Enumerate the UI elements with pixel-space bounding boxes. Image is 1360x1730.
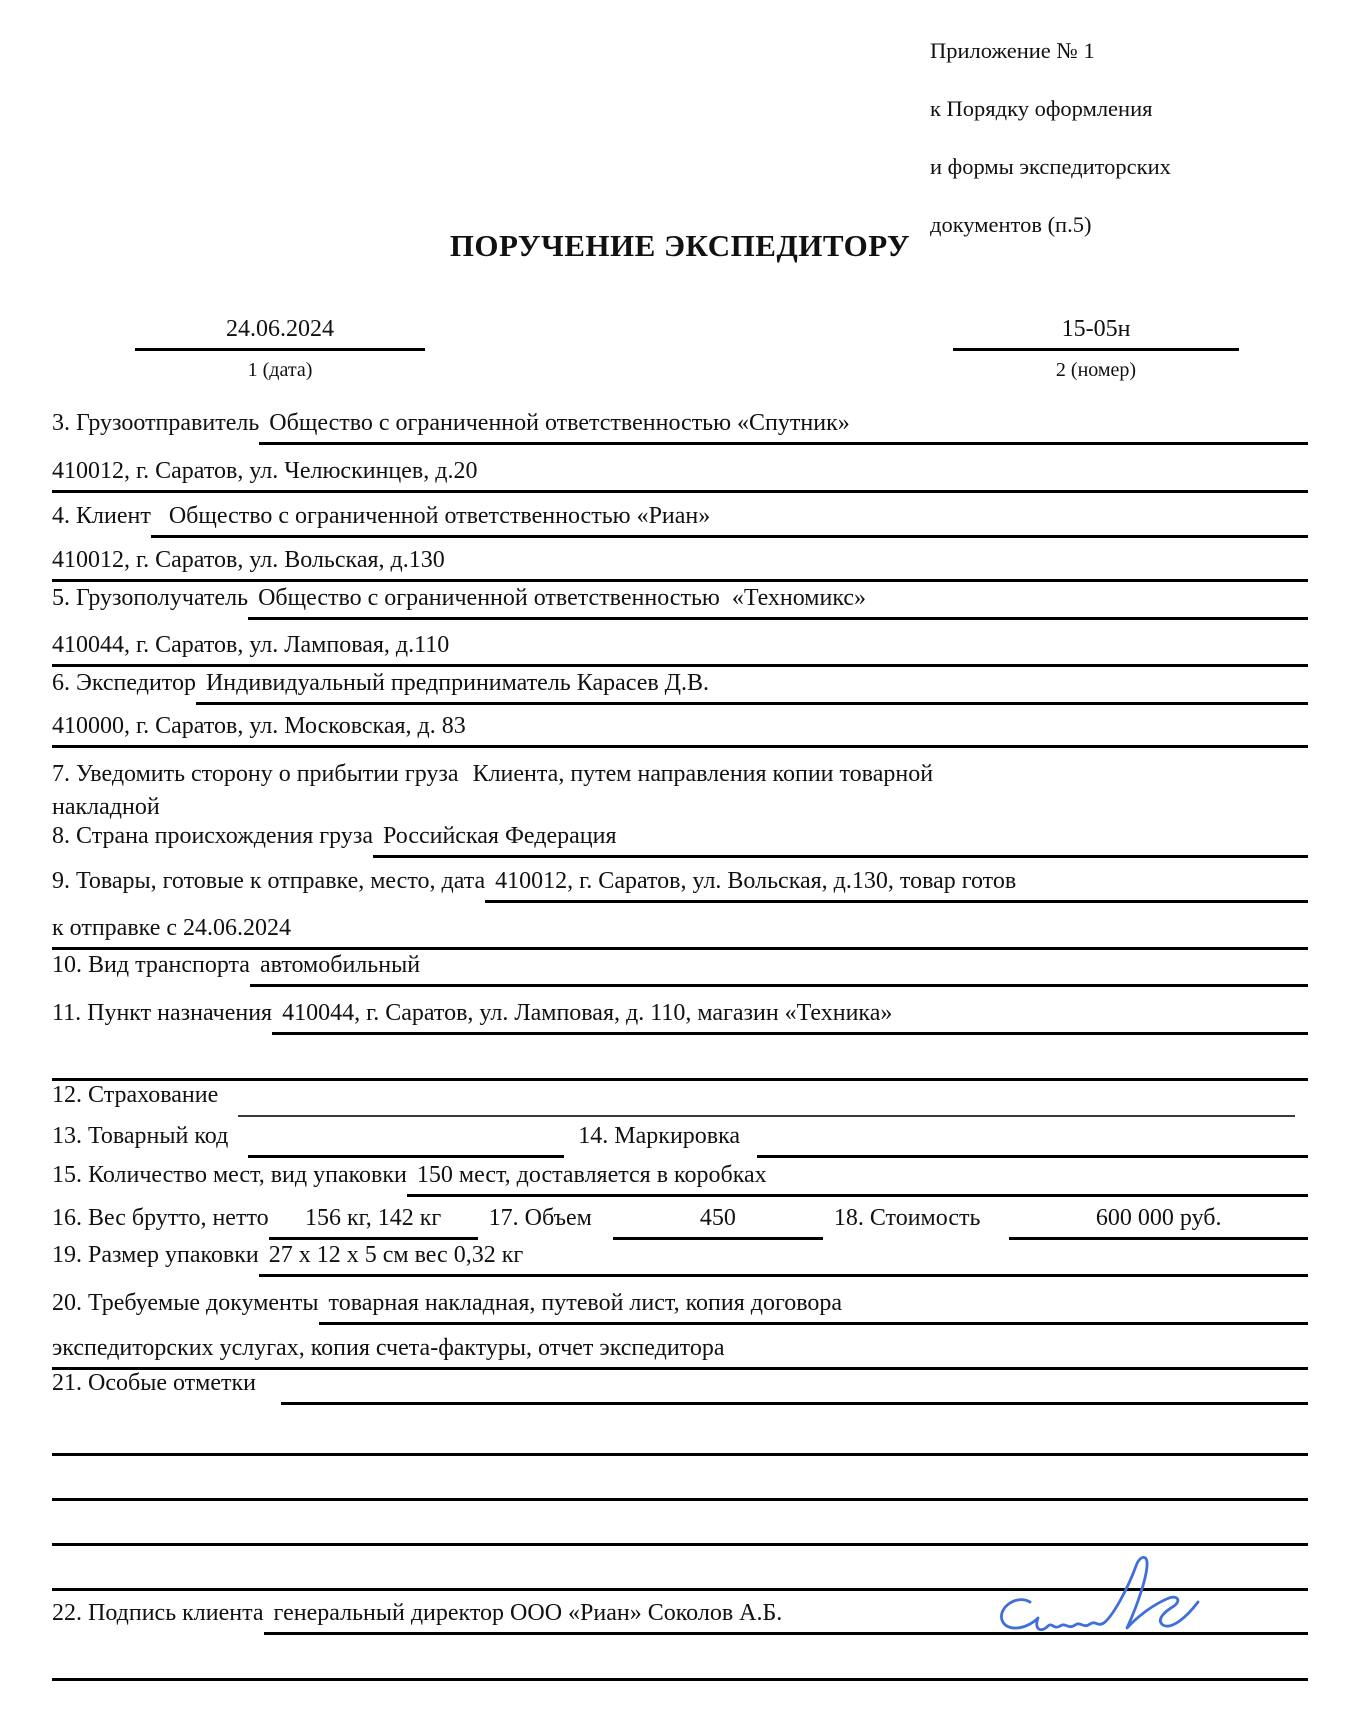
field-label: 16. Вес брутто, нетто xyxy=(52,1205,269,1231)
field-label: 20. Требуемые документы xyxy=(52,1290,319,1316)
appendix-note-line: документов (п.5) xyxy=(930,212,1092,237)
field-destination xyxy=(52,993,1308,1035)
appendix-note-line: и формы экспедиторских xyxy=(930,154,1171,179)
field-value: 410012, г. Саратов, ул. Вольская, д.130 xyxy=(52,545,1308,582)
field-transport xyxy=(52,945,1308,987)
field-label: 15. Количество мест, вид упаковки xyxy=(52,1162,407,1188)
field-value: Общество с ограниченной ответственностью «Техномикс» xyxy=(248,583,1308,620)
field-value: Общество с ограниченной ответственностью «Риан» xyxy=(151,501,1308,538)
appendix-note-line: к Порядку оформления xyxy=(930,96,1153,121)
blank-line xyxy=(52,1501,1308,1546)
field-value: 410044, г. Саратов, ул. Ламповая, д. 110, магазин «Техника» xyxy=(272,998,1308,1035)
blank-line xyxy=(52,1456,1308,1501)
field-consignee-address xyxy=(52,625,1308,667)
field-value: 410012, г. Саратов, ул. Челюскинцев, д.20 xyxy=(52,456,1308,493)
field-documents xyxy=(52,1283,1308,1325)
field-label: 13. Товарный код xyxy=(52,1123,229,1149)
field-goods-ready-line2 xyxy=(52,908,1308,950)
field-label: 4. Клиент xyxy=(52,503,151,529)
field-label: 21. Особые отметки xyxy=(52,1370,256,1396)
number-value: 15-05н xyxy=(953,314,1239,351)
date-caption: 1 (дата) xyxy=(247,359,313,381)
field-value: Клиента, путем направления копии товарной xyxy=(472,761,934,787)
field-client-address xyxy=(52,540,1308,582)
field-consignor xyxy=(52,403,1308,445)
field-value: 410000, г. Саратов, ул. Московская, д. 83 xyxy=(52,711,1308,748)
field-label: 18. Стоимость xyxy=(833,1205,981,1231)
number-caption: 2 (номер) xyxy=(1055,359,1137,381)
field-label: 22. Подпись клиента xyxy=(52,1600,264,1626)
field-value: 150 мест, доставляется в коробках xyxy=(407,1160,1308,1197)
field-insurance xyxy=(52,1075,1308,1117)
field-forwarder xyxy=(52,663,1308,705)
field-value: Российская Федерация xyxy=(373,821,1308,858)
field-label: 9. Товары, готовые к отправке, место, дата xyxy=(52,868,486,894)
field-label: 12. Страхование xyxy=(52,1082,219,1108)
field-label: 11. Пункт назначения xyxy=(52,1000,273,1026)
field-value-line2: накладной xyxy=(52,794,160,820)
field-label: 6. Экспедитор xyxy=(52,670,196,696)
number-field xyxy=(953,314,1239,381)
field-origin-country xyxy=(52,816,1308,858)
appendix-note-line: Приложение № 1 xyxy=(930,38,1095,63)
field-label: 3. Грузоотправитель xyxy=(52,410,260,436)
field-value: 410044, г. Саратов, ул. Ламповая, д.110 xyxy=(52,630,1308,667)
date-field xyxy=(135,314,425,381)
field-forwarder-address xyxy=(52,706,1308,748)
field-value xyxy=(281,1398,1308,1405)
field-goods-code-and-marking xyxy=(52,1116,1308,1158)
page-title: ПОРУЧЕНИЕ ЭКСПЕДИТОРУ xyxy=(449,228,911,263)
field-special-notes xyxy=(52,1363,1308,1405)
field-consignee xyxy=(52,578,1308,620)
field-value: 450 xyxy=(613,1203,823,1240)
field-value: 600 000 руб. xyxy=(1009,1203,1308,1240)
field-label: 10. Вид транспорта xyxy=(52,952,250,978)
field-label: 8. Страна происхождения груза xyxy=(52,823,373,849)
field-package-size xyxy=(52,1235,1308,1277)
field-label: 17. Объем xyxy=(488,1205,592,1231)
field-value: Общество с ограниченной ответственностью «Спутник» xyxy=(259,408,1308,445)
field-client xyxy=(52,496,1308,538)
blank-line xyxy=(52,1411,1308,1456)
field-weight-volume-cost xyxy=(52,1198,1308,1240)
field-value: 156 кг, 142 кг xyxy=(269,1203,478,1240)
client-signature-scribble xyxy=(988,1552,1213,1652)
field-value: 27 х 12 х 5 см вес 0,32 кг xyxy=(259,1240,1308,1277)
field-value: товарная накладная, путевой лист, копия договора xyxy=(319,1288,1308,1325)
field-consignor-address xyxy=(52,451,1308,493)
field-value: к отправке с 24.06.2024 xyxy=(52,913,1308,950)
field-value: Индивидуальный предприниматель Карасев Д.В. xyxy=(196,668,1308,705)
field-label: 14. Маркировка xyxy=(578,1123,741,1149)
field-label: 7. Уведомить сторону о прибытии груза xyxy=(52,761,459,787)
field-value: автомобильный xyxy=(250,950,1308,987)
field-goods-ready xyxy=(52,861,1308,903)
field-value: 410012, г. Саратов, ул. Вольская, д.130, товар готов xyxy=(485,866,1308,903)
field-value: экспедиторских услугах, копия счета-фактуры, отчет экспедитора xyxy=(52,1333,1308,1370)
field-notify xyxy=(52,758,1308,824)
field-label: 5. Грузополучатель xyxy=(52,585,249,611)
appendix-note xyxy=(930,36,1171,239)
field-value: генеральный директор ООО «Риан» Соколов А.Б. xyxy=(264,1598,1308,1635)
field-label: 19. Размер упаковки xyxy=(52,1242,259,1268)
date-value: 24.06.2024 xyxy=(135,314,425,351)
field-packages xyxy=(52,1155,1308,1197)
